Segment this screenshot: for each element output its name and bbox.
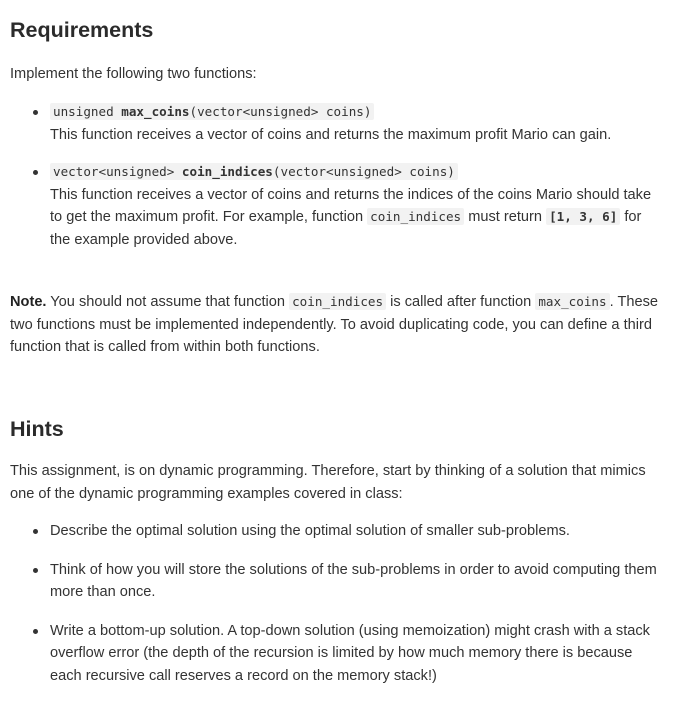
requirements-intro: Implement the following two functions: [10, 66, 257, 82]
function-signature [50, 163, 458, 180]
function-list [0, 101, 675, 252]
signature-function-name: max_coins [121, 104, 190, 119]
hint-text: Describe the optimal solution using the optimal solution of smaller sub-problems. [50, 523, 570, 539]
note-text: You should not assume that function [46, 294, 290, 310]
hint-item [0, 559, 675, 604]
function-item-coin-indices [0, 161, 675, 251]
hints-intro: This assignment, is on dynamic programming. Therefore, start by thinking of a solution that mimics one of the dynamic programming examples covered in class: [10, 463, 646, 502]
inline-code: max_coins [535, 293, 609, 310]
note-label: Note. [10, 294, 47, 310]
note-paragraph [10, 291, 665, 359]
note-text: is called after function [386, 294, 536, 310]
hint-item [0, 520, 675, 543]
signature-function-name: coin_indices [181, 164, 273, 180]
bullet-icon [33, 629, 38, 634]
description-text: must return [464, 209, 547, 226]
description-text: This function receives a vector of coins and returns the indices of the coins Mario should take to get the maximum profit. For example, function [50, 186, 652, 226]
inline-code: coin_indices [367, 208, 464, 225]
bullet-icon [33, 110, 38, 115]
signature-return-type: vector<unsigned> [53, 164, 182, 180]
hints-list [0, 520, 675, 688]
signature-params: (vector<unsigned> coins) [272, 164, 455, 180]
function-description [50, 187, 651, 248]
bullet-icon [33, 568, 38, 573]
function-signature [50, 103, 374, 120]
hints-heading: Hints [10, 417, 64, 441]
note-text: . These two functions must be implemented independently. To avoid duplicating code, you can define a third function that is called from within both functions. [10, 294, 658, 356]
hint-text: Think of how you will store the solutions of the sub-problems in order to avoid computing them more than once. [50, 561, 657, 601]
signature-params: (vector<unsigned> coins) [189, 104, 372, 119]
bullet-icon [33, 529, 38, 534]
hint-text: Write a bottom-up solution. A top-down solution (using memoization) might crash with a stack overflow error (the depth of the recursion is limited by how much memory there is because each recursive call reserves a record on the memory stack!) [50, 622, 650, 684]
hint-item [0, 620, 675, 688]
description-text: for the example provided above. [50, 209, 642, 248]
requirements-heading: Requirements [10, 18, 154, 42]
function-description: This function receives a vector of coins and returns the maximum profit Mario can gain. [50, 126, 612, 143]
inline-code: coin_indices [289, 293, 386, 310]
bullet-icon [33, 170, 38, 175]
inline-code-example: [1, 3, 6] [546, 208, 620, 225]
function-item-max-coins [0, 101, 675, 146]
signature-return-type: unsigned [53, 104, 122, 119]
